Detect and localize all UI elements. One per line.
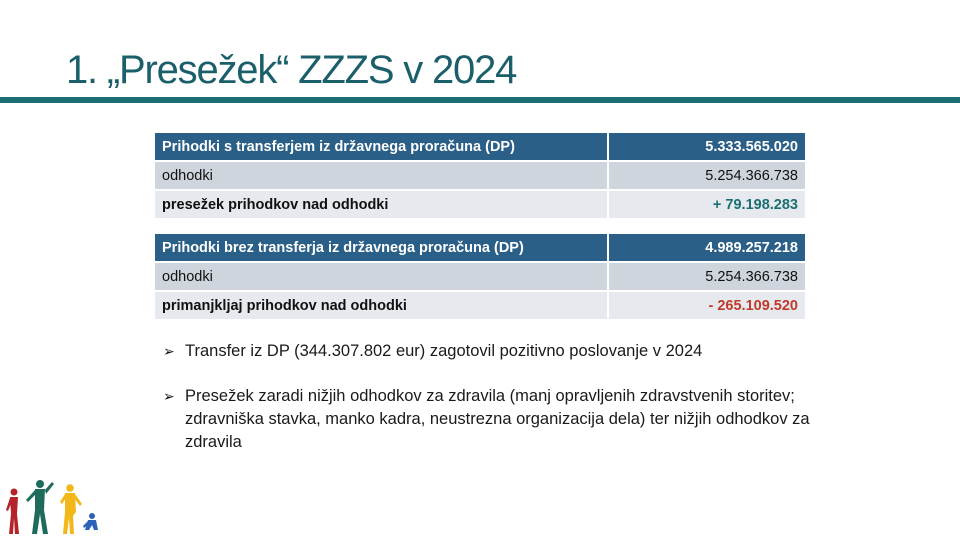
row-label: presežek prihodkov nad odhodki: [155, 191, 609, 220]
people-figures-logo: [4, 478, 100, 536]
table-row: [155, 191, 805, 220]
table-header-row: [155, 234, 805, 263]
bullet-text: Transfer iz DP (344.307.802 eur) zagotovil pozitivno poslovanje v 2024: [185, 342, 703, 360]
row-value: 5.254.366.738: [609, 263, 805, 292]
header-value: 4.989.257.218: [609, 234, 805, 263]
header-label: Prihodki brez transferja iz državnega proračuna (DP): [155, 234, 609, 263]
bullet-text: Presežek zaradi nižjih odhodkov za zdravila (manj opravljenih zdravstvenih storitev; zdravniška stavka, manko kadra, neustrezna organizacija dela) ter nižjih odhodkov za zdravila: [185, 387, 810, 451]
table-row: [155, 263, 805, 292]
table-row: [155, 162, 805, 191]
header-value: 5.333.565.020: [609, 133, 805, 162]
arrow-bullet-icon: ➢: [163, 388, 175, 404]
revenue-with-transfer-table: [155, 133, 805, 220]
page-title: 1. „Presežek“ ZZZS v 2024: [66, 48, 517, 92]
arrow-bullet-icon: ➢: [163, 343, 175, 359]
surplus-value: + 79.198.283: [609, 191, 805, 220]
row-value: 5.254.366.738: [609, 162, 805, 191]
row-label: primanjkljaj prihodkov nad odhodki: [155, 292, 609, 321]
bullet-list: [163, 340, 823, 454]
title-divider: [0, 97, 960, 103]
table-header-row: [155, 133, 805, 162]
header-label: Prihodki s transferjem iz državnega proračuna (DP): [155, 133, 609, 162]
list-item: [163, 340, 823, 363]
deficit-value: - 265.109.520: [609, 292, 805, 321]
list-item: [163, 385, 823, 454]
row-label: odhodki: [155, 162, 609, 191]
revenue-without-transfer-table: [155, 234, 805, 321]
row-label: odhodki: [155, 263, 609, 292]
table-row: [155, 292, 805, 321]
